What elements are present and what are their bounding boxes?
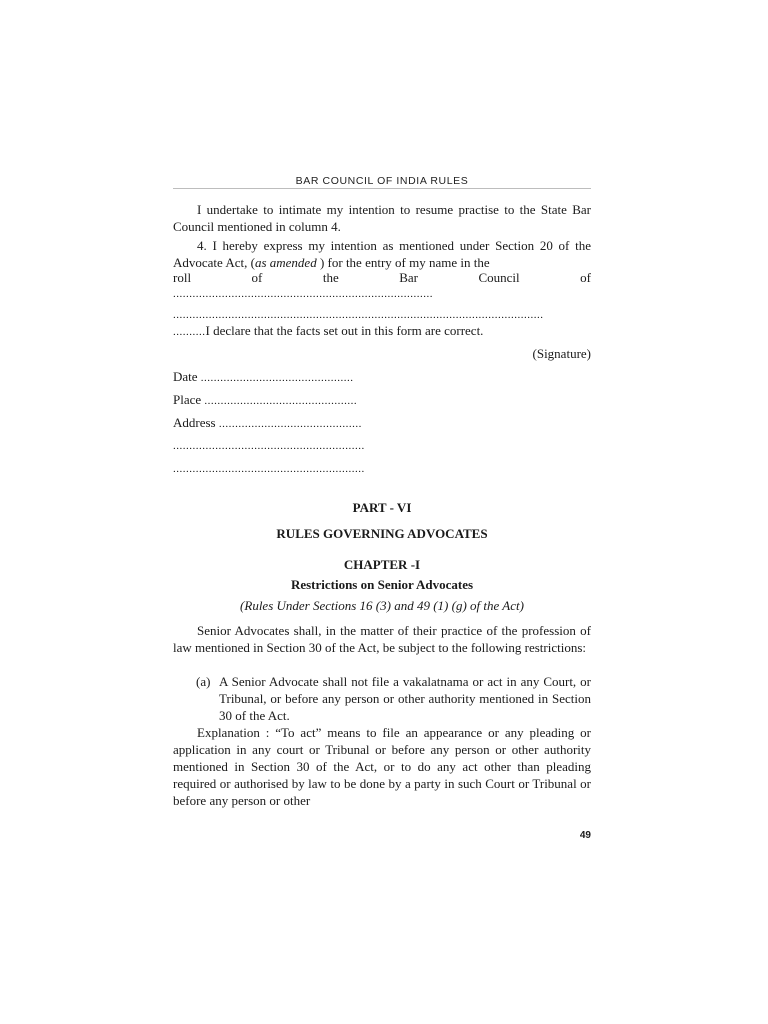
declaration-text: I declare that the facts set out in this form are correct. [205,323,484,338]
bar-council-blank-line: ................................................................................ [173,288,433,300]
page-number: 49 [579,830,591,841]
explanation-paragraph: Explanation : “To act” means to file an appearance or any pleading or application in any court or Tribunal or before any person or other authority mentioned in Section 30 of the Act, or to do any act other than pleading required or authorised by law to be done by a party in such Court or Tribunal or before any person or other [173,725,591,808]
item-text: A Senior Advocate shall not file a vakalatnama or act in any Court, or Tribunal, or before any person or other authority mentioned in Section 30 of the Act. [219,674,591,723]
item-marker: (a) [196,674,211,689]
address-label: Address [173,415,216,430]
intention-paragraph [173,237,591,271]
intention-text-end: ) for the entry of my name in the [316,255,490,270]
roll-word: Council [478,270,520,285]
part-subtitle: RULES GOVERNING ADVOCATES [276,526,488,541]
place-dots: ............................................... [204,395,358,407]
date-dots: ............................................... [200,372,354,384]
chapter-title: CHAPTER -I [343,557,421,572]
senior-advocates-intro: Senior Advocates shall, in the matter of their practice of the profession of law mentioned in Section 30 of the Act, be subject to the following restrictions: [173,623,591,655]
chapter-subtitle: Restrictions on Senior Advocates [290,577,474,592]
date-field [173,368,354,387]
part-title: PART - VI [352,500,412,515]
roll-word: of [580,270,591,285]
intention-text-start: 4. I hereby express my intention as mentioned under Section 20 of the Advocate Act, ( [173,238,591,270]
roll-word: roll [173,270,192,285]
signature-label: (Signature) [532,346,591,361]
declaration-dots: .......... [173,326,206,338]
address-line-3: ........................................................... [173,463,365,475]
place-label: Place [173,392,202,407]
declaration-line [173,322,483,341]
running-header: BAR COUNCIL OF INDIA RULES [295,175,469,187]
date-label: Date [173,369,198,384]
roll-word: Bar [399,270,418,285]
restriction-item-a [196,673,591,724]
undertaking-paragraph: I undertake to intimate my intention to resume practise to the State Bar Council mentioned in column 4. [173,202,591,234]
address-field [173,414,362,433]
blank-line-2: .................................................................................................................. [173,309,544,321]
address-line-2: ........................................................... [173,440,365,452]
roll-line [173,269,591,286]
roll-word: of [251,270,263,285]
roll-word: the [322,270,339,285]
as-amended-text: as amended [254,255,317,270]
header-rule [173,188,591,189]
place-field [173,391,357,410]
address-dots: ............................................ [218,418,362,430]
rules-note: (Rules Under Sections 16 (3) and 49 (1) (g) of the Act) [240,598,524,613]
